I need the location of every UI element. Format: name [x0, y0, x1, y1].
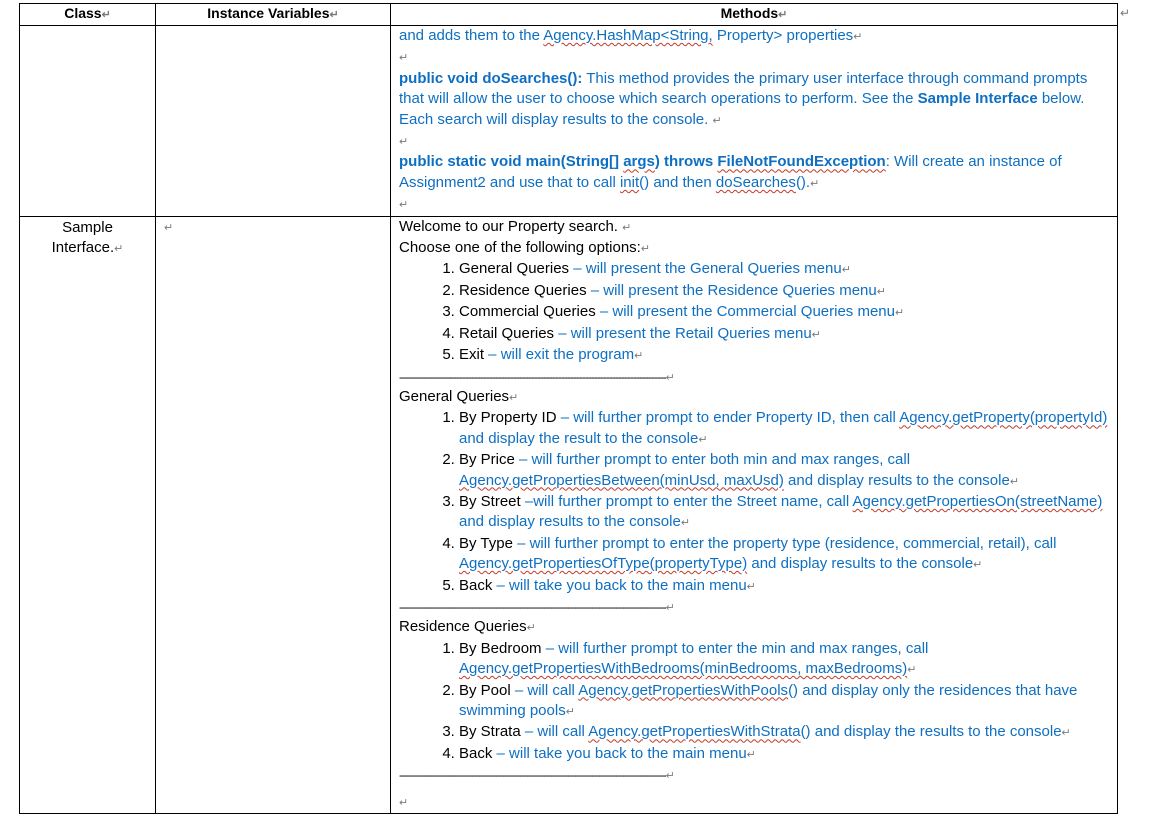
header-class: Class↵ — [20, 4, 156, 26]
separator-line: -----------------------------------------------------------------------------------------↵ — [399, 599, 674, 614]
welcome-text: Welcome to our Property search. ↵ — [399, 217, 632, 235]
main-menu-item: 5. Exit – will exit the program↵ — [459, 345, 1109, 366]
general-query-item: 1. By Property ID – will further prompt to ender Property ID, then call Agency.getProperty(propertyId) and display the result to the console↵ — [459, 408, 1109, 450]
instance-vars-cell-blank: ↵ — [156, 216, 391, 813]
main-menu-item: 1. General Queries – will present the General Queries menu↵ — [459, 259, 1109, 280]
header-methods: Methods↵ — [391, 4, 1118, 26]
header-instance-variables: Instance Variables↵ — [156, 4, 391, 26]
dosearches-description: public void doSearches(): This method provides the primary user interface through command prompts that will allow the user to choose which search operations to perform. See the Sample Interface below. Each search will display results to the console. ↵ — [399, 69, 1088, 128]
methods-cell: and adds them to the Agency.HashMap<String, Property> properties↵ ↵ public void doSearches(): This method provides the primary user interface through command prompts that will allow the user to choose which search operations to perform. See the Sample Interface below. Each search will display results to the console. ↵ ↵ public static void main(String[] args) throws FileNotFoundException: Will create an instance of Assignment2 and use that to call init() and then doSearches().↵ ↵ — [391, 26, 1118, 217]
main-menu-list — [399, 259, 1109, 366]
hashmap-line: and adds them to the Agency.HashMap<String, Property> properties↵ — [399, 27, 863, 44]
residence-queries-list — [399, 639, 1109, 765]
main-menu-item: 4. Retail Queries – will present the Retail Queries menu↵ — [459, 324, 1109, 345]
class-cell-empty — [20, 26, 156, 217]
general-queries-title: General Queries↵ — [399, 387, 519, 405]
sample-interface-cell: Welcome to our Property search. ↵ Choose one of the following options:↵ 1. General Queries – will present the General Queries menu↵ 2. Residence Queries – will present the Residence Queries menu↵ 3. Commercial Queries – will present the Commercial Queries menu↵ 4. Retail Queries – will present the Retail Queries menu↵ 5. Exit – will exit the program↵ -----------------------------------------------------------------------------------------↵ General Queries↵ 1. By Property ID – will further prompt to ender Property ID, then call Agency.getProperty(propertyId) and display the result to the console↵ 2. By Price – will further prompt to enter both min and max ranges, call Agency.getPropertiesBetween(minUsd, maxUsd) and display results to the console↵ 3. By Street –will further prompt to enter the Street name, call Agency.getPropertiesOn(streetName) and display results to the console↵ 4. By Type – will further prompt to enter the property type (residence, commercial, retail), call Agency.getPropertiesOfType(propertyType) and display results to the console↵ 5. Back – will take you back to the main menu↵ -----------------------------------------------------------------------------------------↵ Residence Queries↵ 1. By Bedroom – will further prompt to enter the min and max ranges, call Agency.getPropertiesWithBedrooms(minBedrooms, maxBedrooms)↵ 2. By Pool – will call Agency.getPropertiesWithPools() and display only the residences that have swimming pools↵ 3. By Strata – will call Agency.getPropertiesWithStrata() and display the results to the console↵ 4. Back – will take you back to the main menu↵ -----------------------------------------------------------------------------------------↵ ↵ — [391, 216, 1118, 813]
row-methods-continued — [20, 26, 1118, 217]
main-menu-item: 2. Residence Queries – will present the Residence Queries menu↵ — [459, 281, 1109, 302]
general-query-item: 5. Back – will take you back to the main menu↵ — [459, 576, 1109, 597]
main-menu-item: 3. Commercial Queries – will present the Commercial Queries menu↵ — [459, 302, 1109, 323]
residence-query-item: 3. By Strata – will call Agency.getPropertiesWithStrata() and display the results to the console↵ — [459, 722, 1109, 743]
general-queries-list — [399, 408, 1109, 597]
class-cell-sample-interface: Sample Interface.↵ — [20, 216, 156, 813]
main-description: public static void main(String[] args) throws FileNotFoundException: Will create an instance of Assignment2 and use that to call init() and then doSearches().↵ — [399, 153, 1062, 191]
general-query-item: 2. By Price – will further prompt to enter both min and max ranges, call Agency.getPropertiesBetween(minUsd, maxUsd) and display results to the console↵ — [459, 450, 1109, 492]
separator-line: -----------------------------------------------------------------------------------------↵ — [399, 768, 674, 783]
row-sample-interface — [20, 216, 1118, 813]
general-query-item: 4. By Type – will further prompt to enter the property type (residence, commercial, retail), call Agency.getPropertiesOfType(propertyType) and display results to the console↵ — [459, 534, 1109, 576]
residence-query-item: 1. By Bedroom – will further prompt to enter the min and max ranges, call Agency.getPropertiesWithBedrooms(minBedrooms, maxBedrooms)↵ — [459, 639, 1109, 681]
residence-query-item: 2. By Pool – will call Agency.getPropertiesWithPools() and display only the residences that have swimming pools↵ — [459, 681, 1109, 723]
separator-line: -----------------------------------------------------------------------------------------↵ — [399, 369, 674, 384]
row-end-mark: ↵ — [1120, 6, 1131, 20]
header-row — [20, 4, 1118, 26]
choose-text: Choose one of the following options:↵ — [399, 239, 651, 257]
general-query-item: 3. By Street –will further prompt to enter the Street name, call Agency.getPropertiesOn(streetName) and display results to the console↵ — [459, 492, 1109, 534]
residence-queries-title: Residence Queries↵ — [399, 618, 536, 636]
document-table — [19, 3, 1118, 814]
instance-vars-cell-empty — [156, 26, 391, 217]
residence-query-item: 4. Back – will take you back to the main menu↵ — [459, 744, 1109, 765]
